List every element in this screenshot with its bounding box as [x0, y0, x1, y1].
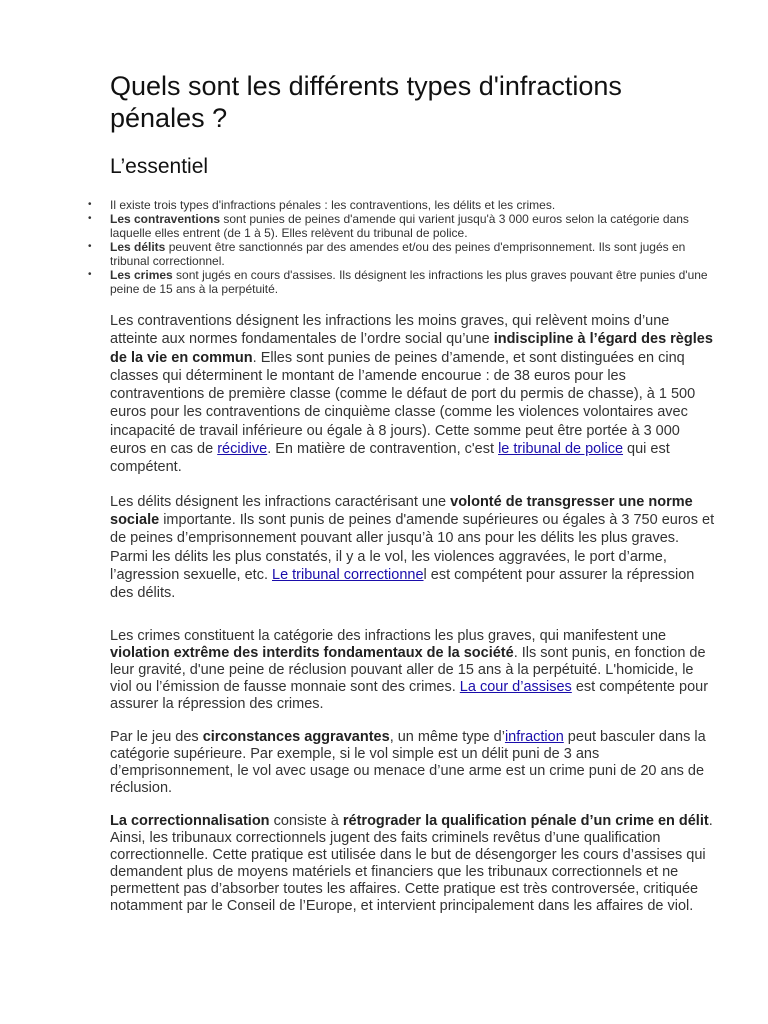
paragraph-bold: violation extrême des interdits fondamentaux de la société: [110, 645, 514, 662]
bullet-icon: •: [88, 241, 92, 252]
summary-bold: Les contraventions: [110, 212, 221, 226]
paragraph-text: , un même type d’: [389, 729, 505, 746]
paragraph-text: Par le jeu des: [110, 729, 203, 746]
paragraph-circonstances-aggravantes: [110, 729, 715, 797]
page-title: Quels sont les différents types d'infractions pénales ?: [110, 71, 622, 133]
paragraph-bold: volonté de transgresser une norme sociale: [110, 493, 693, 528]
summary-item: [88, 212, 715, 240]
paragraph-delits: [110, 493, 715, 603]
link-infraction[interactable]: infraction: [504, 729, 564, 746]
document-page: [88, 70, 715, 915]
summary-item: [88, 268, 715, 296]
summary-item: [88, 240, 715, 268]
bullet-icon: •: [88, 213, 92, 224]
paragraph-bold: La correctionnalisation: [110, 813, 270, 830]
paragraph-text: Les crimes constituent la catégorie des infractions les plus graves, qui manifestent une: [110, 628, 667, 645]
summary-item: [88, 198, 715, 212]
paragraph-text: . En matière de contravention, c'est: [267, 441, 499, 458]
paragraph-contraventions: [110, 312, 715, 477]
paragraph-text: Les délits désignent les infractions caractérisant une: [110, 493, 451, 510]
paragraph-bold: circonstances aggravantes: [202, 729, 390, 746]
summary-text: peuvent être sanctionnés par des amendes et/ou des peines d'emprisonnement. Ils sont jugés en tribunal correctionnel.: [110, 240, 686, 268]
paragraph-correctionnalisation: [110, 813, 715, 915]
link-recidive[interactable]: récidive: [217, 441, 268, 458]
paragraph-bold: indiscipline à l’égard des règles de la vie en commun: [110, 331, 713, 366]
paragraph-text: est compétente pour assurer la répression des crimes.: [110, 679, 709, 713]
summary-list: [88, 198, 715, 296]
summary-text: sont punies de peines d'amende qui varient jusqu'à 3 000 euros selon la catégorie dans laquelle elles entrent (de 1 à 5). Elles relèvent du tribunal de police.: [110, 212, 689, 240]
summary-bold: Les crimes: [110, 268, 173, 282]
bullet-icon: •: [88, 269, 92, 280]
paragraph-text: l est compétent pour assurer la répression des délits.: [110, 566, 695, 602]
summary-bold: Les délits: [110, 240, 166, 254]
link-cour-d-assises[interactable]: La cour d’assises: [459, 679, 572, 696]
paragraph-text: . Ils sont punis, en fonction de leur gravité, d'une peine de réclusion pouvant aller de 15 ans à la perpétuité. L'homicide, le viol ou l’émission de fausse monnaie sont des crimes.: [110, 645, 706, 696]
paragraph-text: importante. Ils sont punis de peines d'amende supérieures ou égales à 3 750 euros et de peines d’emprisonnement pouvant aller jusqu’à 10 ans pour les délits les plus graves. Parmi les délits les plus constatés, il y a le vol, les violences aggravées, le port d’arme, l’agression sexuelle, etc.: [110, 511, 715, 583]
paragraph-text: . Elles sont punies de peines d’amende, et sont distinguées en cinq classes qui déterminent le montant de l’amende encourue : de 38 euros pour les contraventions de première classe (comme le défaut de port du permis de chasse), à 1 500 euros pour les contraventions de cinquième classe (comme les violences volontaires avec incapacité de travail inférieure ou égale à 8 jours). Cette somme peut être portée à 3 000 euros en cas de: [110, 349, 696, 458]
section-heading: L’essentiel: [110, 155, 209, 178]
summary-text: Il existe trois types d'infractions pénales : les contraventions, les délits et les crimes.: [110, 198, 556, 212]
paragraph-text: peut basculer dans la catégorie supérieure. Par exemple, si le vol simple est un délit puni de 3 ans d’emprisonnement, le vol avec usage ou menace d’une arme est un crime puni de 20 ans de réclusion.: [110, 729, 706, 797]
paragraph-bold: rétrograder la qualification pénale d’un crime en délit: [342, 813, 709, 830]
paragraph-text: consiste à: [269, 813, 343, 830]
link-tribunal-de-police[interactable]: le tribunal de police: [498, 441, 624, 458]
bullet-icon: •: [88, 199, 92, 210]
paragraph-text: . Ainsi, les tribunaux correctionnels jugent des faits criminels revêtus d’une qualification correctionnelle. Cette pratique est utilisée dans le but de désengorger les cours d’assises qui demandent plus de moyens matériels et financiers que les tribunaux correctionnels et ne permettent pas d’absorber toutes les affaires. Cette pratique est très controversée, critiquée notamment par le Conseil de l’Europe, et intervient principalement dans les affaires de viol.: [110, 813, 713, 915]
paragraph-crimes: [110, 628, 715, 713]
paragraph-text: qui est compétent.: [110, 441, 670, 476]
link-tribunal-correctionnel[interactable]: Le tribunal correctionne: [272, 566, 424, 583]
summary-text: sont jugés en cours d'assises. Ils désignent les infractions les plus graves pouvant être punies d'une peine de 15 ans à la perpétuité.: [110, 268, 708, 296]
paragraph-text: Les contraventions désignent les infractions les moins graves, qui relèvent moins d’une atteinte aux normes fondamentales de l’ordre social qu’une: [110, 313, 670, 348]
